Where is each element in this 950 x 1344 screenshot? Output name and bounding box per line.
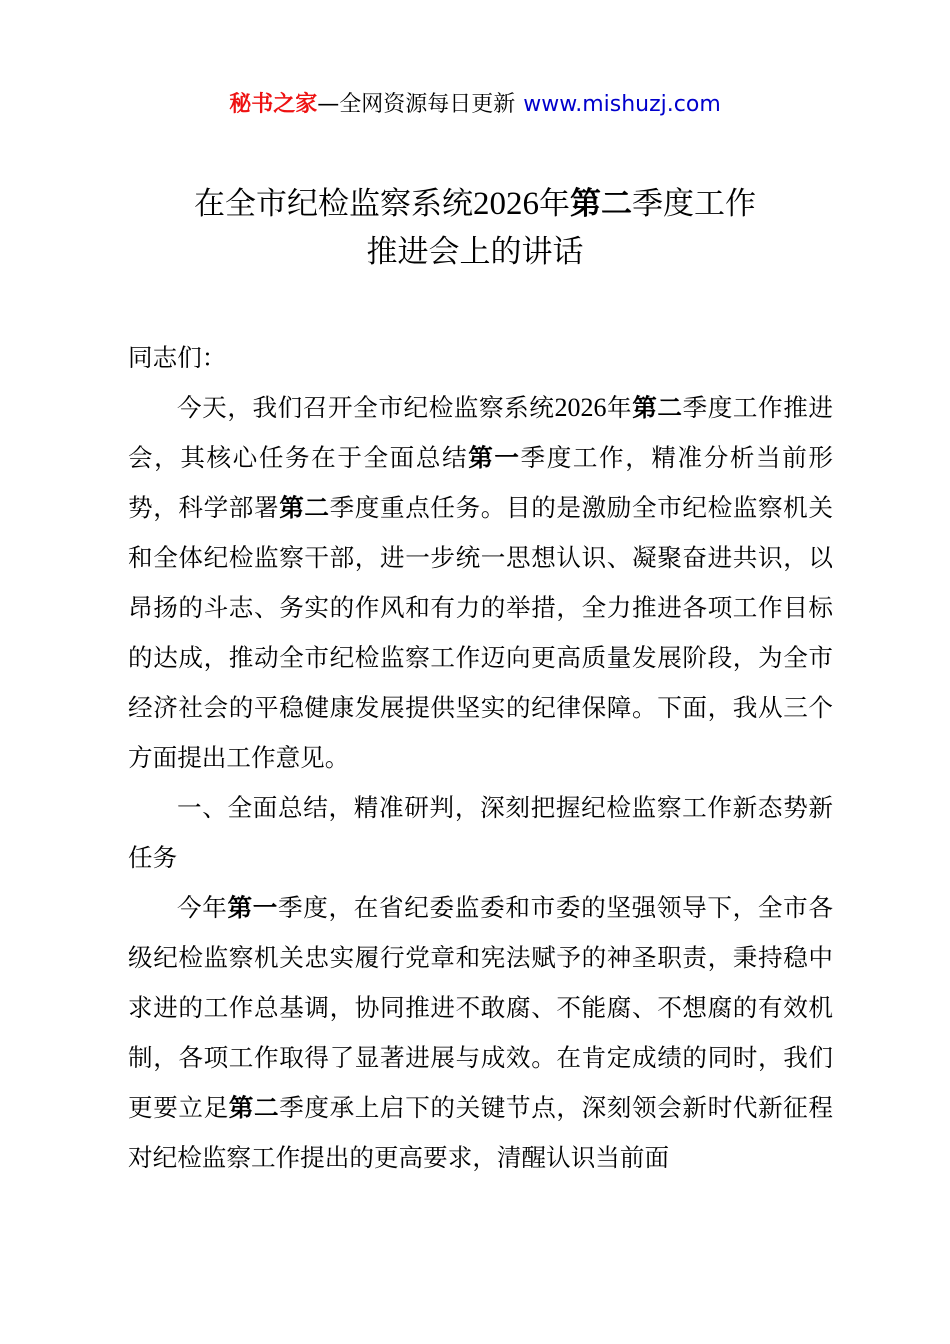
salutation: 同志们：	[128, 343, 227, 372]
bold-text: 第一	[227, 893, 279, 922]
title-text: 季度工作	[632, 186, 756, 222]
text: 今天，我们召开全市纪检监察系统	[177, 393, 555, 422]
title-line-1	[100, 180, 850, 228]
document-body	[128, 333, 833, 1183]
text: 年	[606, 393, 633, 422]
text: 季度，在省纪委监委和市委的坚强领导下，全市各级纪检监察机关忠实履行党章和宪法赋予的神圣职责，秉持稳中求进的工作总基调，协同推进不敢腐、不能腐、不想腐的有效机制，各项工作取得了显著进展与成效。在肯定成绩的同时，我们更要立足	[128, 893, 833, 1122]
text: 季度工作，精准分析当前形势，科学部署	[128, 443, 833, 522]
bold-text: 第二	[279, 493, 330, 522]
title-text: 年	[539, 186, 570, 222]
title-line-2: 推进会上的讲话	[366, 234, 584, 270]
bold-text: 第二	[228, 1093, 280, 1122]
text: 季度工作推进会，其核心任务在于全面总结	[128, 393, 833, 472]
paragraph-intro	[128, 383, 833, 783]
brand-name: 秘书之家	[229, 92, 318, 117]
header-dash: —	[317, 92, 340, 117]
text: 今年	[177, 893, 228, 922]
title-bold: 第二	[570, 186, 632, 222]
text: 季度承上启下的关键节点，深刻领会新时代新征程对纪检监察工作提出的更高要求，清醒认识当前面	[128, 1093, 833, 1172]
bold-text: 第一	[468, 443, 521, 472]
header-slogan: 全网资源每日更新	[339, 92, 516, 117]
title-year: 2026	[473, 186, 539, 222]
bold-text: 第二	[632, 393, 683, 422]
title-text: 在全市纪检监察系统	[194, 186, 473, 222]
year: 2026	[554, 393, 607, 422]
text: 季度重点任务。目的是激励全市纪检监察机关和全体纪检监察干部，进一步统一思想认识、凝聚奋进共识，以昂扬的斗志、务实的作风和有力的举措，全力推进各项工作目标的达成，推动全市纪检监察工作迈向更高质量发展阶段，为全市经济社会的平稳健康发展提供坚实的纪律保障。下面，我从三个方面提出工作意见。	[128, 493, 833, 772]
section-heading-1: 一、全面总结，精准研判，深刻把握纪检监察工作新态势新任务	[128, 793, 833, 872]
paragraph-review	[128, 883, 833, 1183]
site-header	[0, 88, 950, 122]
document-title	[100, 180, 850, 276]
site-link[interactable]: www.mishuzj.com	[523, 92, 721, 117]
